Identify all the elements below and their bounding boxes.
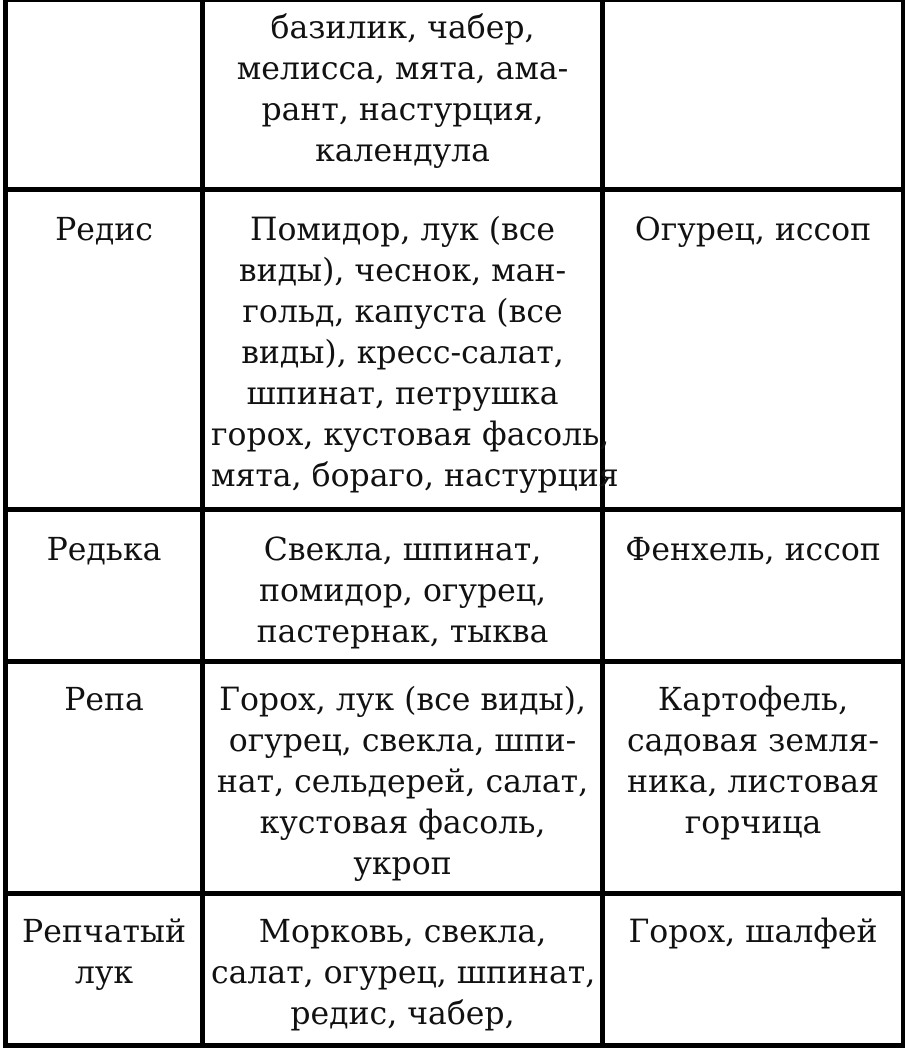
- cell-text-line: мелисса, мята, ама-: [236, 51, 569, 87]
- companion-planting-table: [3, 0, 905, 1048]
- cell-text-line: огурец, свекла, шпи-: [228, 723, 577, 759]
- table-row: [6, 510, 904, 662]
- cell-text-line: нат, сельдерей, салат,: [216, 764, 589, 800]
- cell-text-line: салат, огурец, шпинат,: [211, 955, 596, 991]
- cell-text-line: базилик, чабер,: [270, 10, 535, 46]
- good-neighbors-cell: [203, 0, 603, 190]
- plant-cell: [6, 510, 203, 662]
- good-neighbors-cell: [203, 190, 619, 510]
- plant-cell: [6, 662, 203, 894]
- cell-text-line: ника, листовая: [627, 764, 879, 800]
- cell-text-line: виды), чеснок, ман-: [238, 253, 567, 289]
- cell-text-line: пастернак, тыква: [256, 614, 549, 650]
- cell-text-line: горчица: [684, 805, 822, 841]
- plant-cell: [6, 190, 203, 510]
- bad-neighbors-cell: [603, 662, 904, 894]
- cell-text-line: помидор, огурец,: [258, 573, 547, 609]
- table-row: [6, 0, 904, 190]
- cell-text-line: Огурец, иссоп: [634, 212, 872, 248]
- cell-text-line: Морковь, свекла,: [258, 914, 547, 950]
- cell-text-line: кустовая фасоль,: [259, 805, 546, 841]
- cell-text-line: Горох, шалфей: [628, 914, 878, 950]
- bad-neighbors-cell: [603, 0, 904, 190]
- bad-neighbors-cell: [603, 894, 904, 1046]
- cell-text-line: Редис: [55, 212, 153, 248]
- cell-text-line: Редька: [46, 532, 162, 568]
- cell-text-line: Репчатый: [22, 914, 186, 950]
- cell-text-line: мята, бораго, настурция: [211, 458, 619, 494]
- bad-neighbors-cell: [603, 510, 904, 662]
- table-row: [6, 894, 904, 1046]
- cell-text-line: шпинат, петрушка: [246, 376, 559, 412]
- cell-text-line: рант, настурция,: [261, 92, 544, 128]
- cell-text-line: гольд, капуста (все: [242, 294, 563, 330]
- good-neighbors-cell: [203, 510, 603, 662]
- cell-text-line: Помидор, лук (все: [249, 212, 556, 248]
- cell-text-line: редис, чабер,: [290, 996, 515, 1032]
- bad-neighbors-cell: [603, 190, 904, 510]
- cell-text-line: виды), кресс-салат,: [241, 335, 564, 371]
- table-row: [6, 190, 904, 510]
- good-neighbors-cell: [203, 894, 603, 1046]
- cell-text-line: горох, кустовая фасоль,: [211, 417, 610, 453]
- cell-text-line: Горох, лук (все виды),: [219, 682, 586, 718]
- plant-cell: [6, 0, 203, 190]
- table-row: [6, 662, 904, 894]
- cell-text-line: Картофель,: [657, 682, 849, 718]
- cell-text-line: Репа: [64, 682, 144, 718]
- cell-text-line: укроп: [353, 846, 452, 882]
- cell-text-line: Свекла, шпинат,: [263, 532, 542, 568]
- cell-text-line: садовая земля-: [626, 723, 880, 759]
- cell-text-line: Фенхель, иссоп: [625, 532, 881, 568]
- plant-cell: [6, 894, 203, 1046]
- good-neighbors-cell: [203, 662, 603, 894]
- cell-text-line: календула: [315, 133, 490, 169]
- cell-text-line: лук: [74, 955, 134, 991]
